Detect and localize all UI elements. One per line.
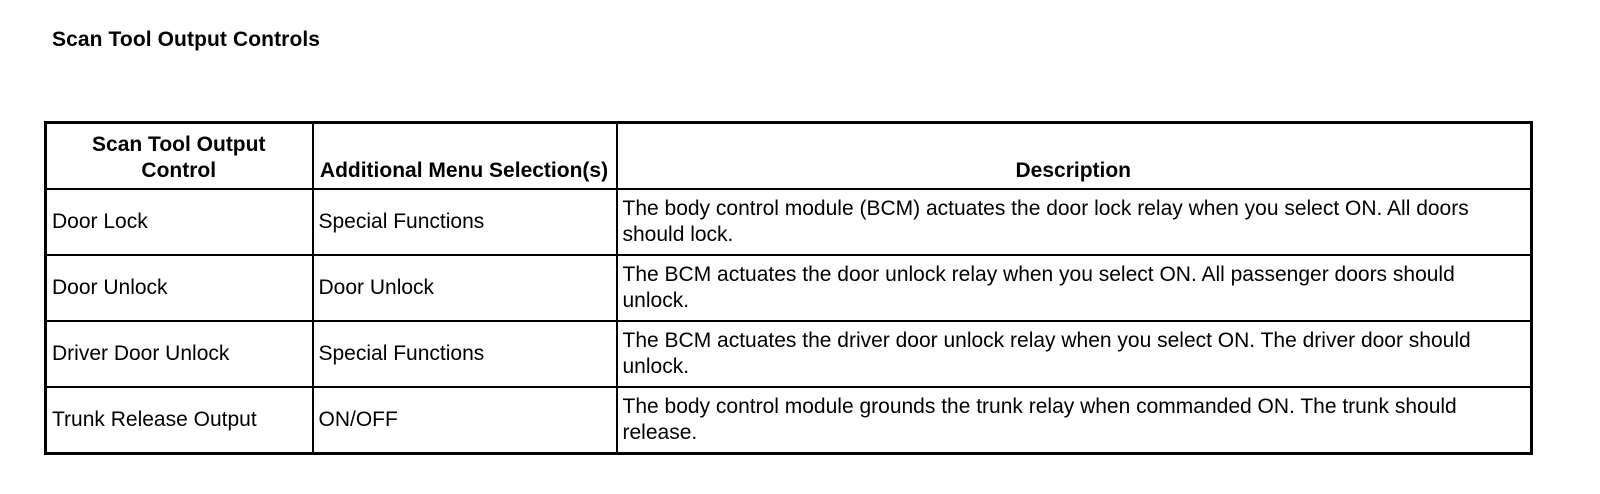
page-title: Scan Tool Output Controls xyxy=(52,28,321,51)
table-header xyxy=(46,123,1532,190)
table-row xyxy=(46,321,1532,387)
cell-description: The body control module grounds the trunk relay when commanded ON. The trunk should release. xyxy=(617,387,1532,454)
table-row xyxy=(46,255,1532,321)
cell-menu: Special Functions xyxy=(313,189,617,255)
cell-control: Driver Door Unlock xyxy=(46,321,313,387)
table-row xyxy=(46,189,1532,255)
cell-control: Door Lock xyxy=(46,189,313,255)
column-header-menu-selection: Additional Menu Selection(s) xyxy=(313,123,617,190)
cell-description: The body control module (BCM) actuates the door lock relay when you select ON. All doors should lock. xyxy=(617,189,1532,255)
table-row xyxy=(46,387,1532,454)
cell-control: Trunk Release Output xyxy=(46,387,313,454)
cell-menu: Door Unlock xyxy=(313,255,617,321)
table-body xyxy=(46,189,1532,454)
header-row xyxy=(46,123,1532,190)
cell-menu: ON/OFF xyxy=(313,387,617,454)
cell-menu: Special Functions xyxy=(313,321,617,387)
cell-control: Door Unlock xyxy=(46,255,313,321)
column-header-description: Description xyxy=(617,123,1532,190)
output-controls-table xyxy=(44,121,1533,455)
column-header-output-control: Scan Tool Output Control xyxy=(46,123,313,190)
cell-description: The BCM actuates the door unlock relay when you select ON. All passenger doors should unlock. xyxy=(617,255,1532,321)
cell-description: The BCM actuates the driver door unlock relay when you select ON. The driver door should unlock. xyxy=(617,321,1532,387)
